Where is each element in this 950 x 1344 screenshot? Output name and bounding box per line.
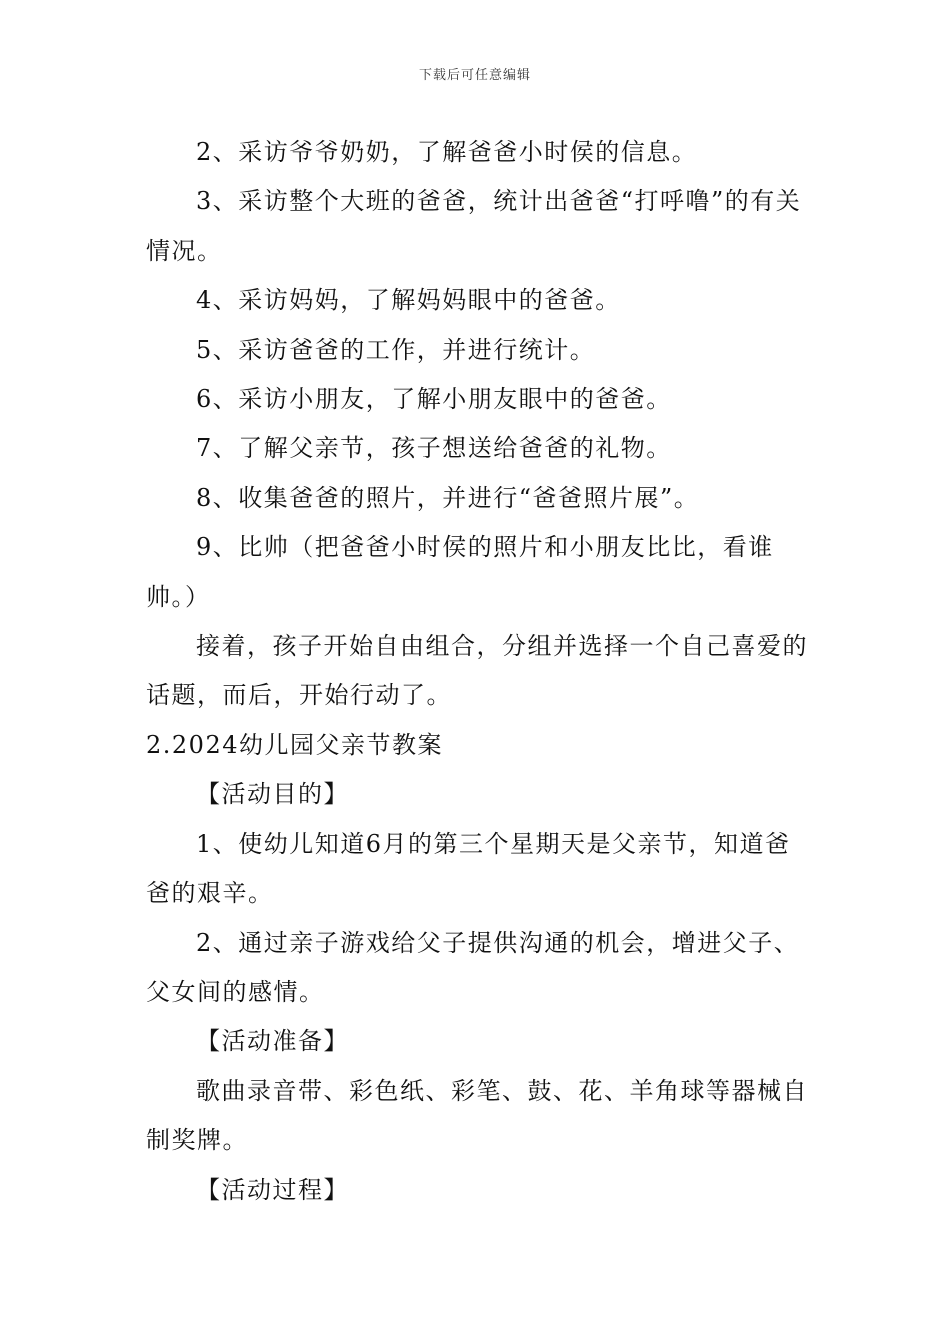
paragraph-item-2: 2、采访爷爷奶奶，了解爸爸小时侯的信息。 [196,138,698,166]
goal-item-1: 1、使幼儿知道6月的第三个星期天是父亲节，知道爸爸的艰辛。 [146,829,791,908]
subheading-process: 【活动过程】 [196,1175,349,1204]
paragraph-item-8: 8、收集爸爸的照片，并进行“爸爸照片展”。 [196,483,700,512]
goal-item-2: 2、通过亲子游戏给父子提供沟通的机会，增进父子、父女间的感情。 [146,928,800,1006]
section-heading: 2.2024幼儿园父亲节教案 [146,730,443,759]
preparation-text: 歌曲录音带、彩色纸、彩笔、鼓、花、羊角球等器械自制奖牌。 [146,1076,808,1155]
paragraph-item-6: 6、采访小朋友，了解小朋友眼中的爸爸。 [196,385,672,414]
paragraph-item-9: 9、比帅（把爸爸小时侯的照片和小朋友比比，看谁帅。） [146,533,774,611]
paragraph-next-steps: 接着，孩子开始自由组合，分组并选择一个自己喜爱的话题，而后，开始行动了。 [146,632,808,710]
paragraph-item-5: 5、采访爸爸的工作，并进行统计。 [196,335,596,364]
page-header: 下载后可任意编辑 [418,68,531,83]
subheading-preparation: 【活动准备】 [196,1027,349,1056]
subheading-goals: 【活动目的】 [196,780,349,809]
paragraph-item-7: 7、了解父亲节，孩子想送给爸爸的礼物。 [196,434,672,463]
paragraph-item-4: 4、采访妈妈，了解妈妈眼中的爸爸。 [196,286,621,315]
document-body [146,128,808,1215]
paragraph-item-3: 3、采访整个大班的爸爸，统计出爸爸“打呼噜”的有关情况。 [146,187,802,265]
